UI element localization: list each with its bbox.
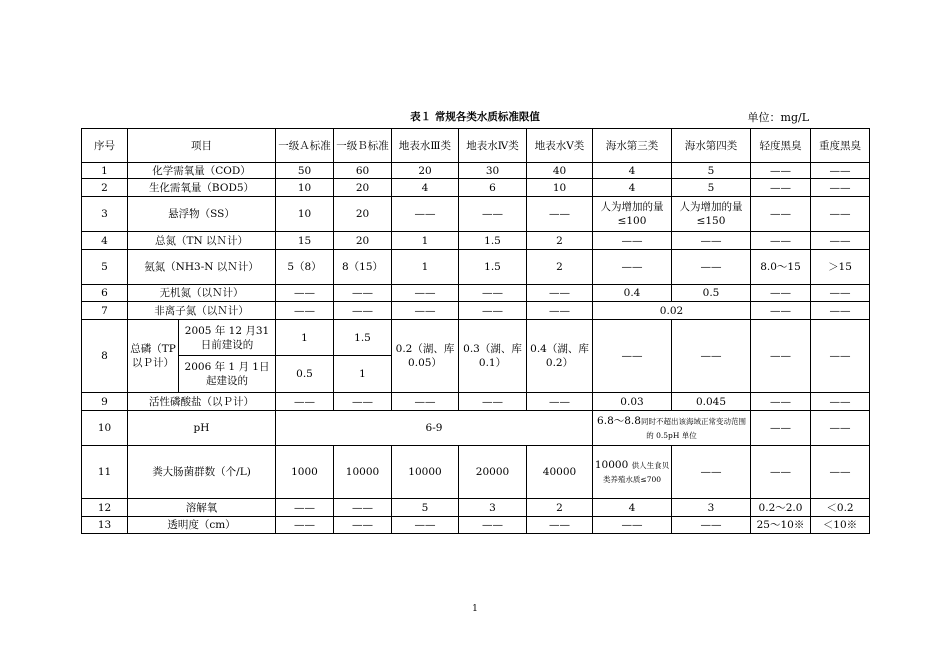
cell: 4 [593, 163, 672, 179]
header-cell: 地表水Ⅳ类 [459, 129, 527, 163]
cell: —— [672, 320, 751, 393]
cell: —— [593, 250, 672, 285]
cell: —— [751, 179, 811, 197]
cell: —— [276, 393, 334, 411]
cell: 6 [82, 285, 128, 302]
cell: 氨氮（NH3-N 以Ｎ计） [128, 250, 276, 285]
cell: pH [128, 411, 276, 446]
cell: —— [276, 499, 334, 517]
table-row [82, 232, 870, 250]
cell [593, 446, 672, 499]
header-cell: 轻度黑臭 [751, 129, 811, 163]
cell: —— [334, 517, 392, 534]
cell: 生化需氧量（BOD5） [128, 179, 276, 197]
cell: 1 [334, 356, 392, 393]
cell: 5 [672, 163, 751, 179]
merged-cell: 0.02 [593, 302, 751, 320]
cell: 5（8） [276, 250, 334, 285]
cell: 2006 年 1 月 1日起建设的 [179, 356, 276, 393]
cell: ＜0.2 [811, 499, 870, 517]
cell: —— [276, 517, 334, 534]
cell: 3 [82, 197, 128, 232]
cell: 0.4 [593, 285, 672, 302]
cell: —— [593, 517, 672, 534]
cell: 8 [82, 320, 128, 393]
cell: 总磷（TP 以Ｐ计） [128, 320, 179, 393]
cell: 8（15） [334, 250, 392, 285]
cell: 溶解氧 [128, 499, 276, 517]
table-row [82, 285, 870, 302]
cell: —— [527, 393, 593, 411]
header-cell: 重度黑臭 [811, 129, 870, 163]
cell: 10 [527, 179, 593, 197]
table-row [82, 250, 870, 285]
cell: 1 [392, 232, 459, 250]
cell: ＞15 [811, 250, 870, 285]
cell: 人为增加的量≤150 [672, 197, 751, 232]
cell: 2005 年 12 月31 日前建设的 [179, 320, 276, 356]
cell: —— [811, 163, 870, 179]
cell: 15 [276, 232, 334, 250]
cell: —— [334, 302, 392, 320]
cell [593, 411, 751, 446]
cell: —— [751, 320, 811, 393]
cell: —— [392, 393, 459, 411]
cell: 20 [334, 197, 392, 232]
cell: 2 [82, 179, 128, 197]
cell: 0.2（湖、库0.05） [392, 320, 459, 393]
cell: —— [811, 446, 870, 499]
header-cell: 地表水Ⅲ类 [392, 129, 459, 163]
cell: —— [751, 163, 811, 179]
cell: —— [672, 446, 751, 499]
cell: 60 [334, 163, 392, 179]
cell: 30 [459, 163, 527, 179]
coliform-note: 供人生食贝类养殖水质≤700 [602, 461, 670, 484]
table-row [82, 197, 870, 232]
cell: 4 [593, 499, 672, 517]
cell: —— [811, 302, 870, 320]
cell: 3 [672, 499, 751, 517]
cell: 1.5 [459, 232, 527, 250]
cell: —— [672, 517, 751, 534]
cell: 0.03 [593, 393, 672, 411]
cell: 无机氮（以Ｎ计） [128, 285, 276, 302]
merged-cell: 6-9 [276, 411, 593, 446]
cell: —— [459, 517, 527, 534]
cell: —— [751, 302, 811, 320]
header-cell: 一级Ｂ标准 [334, 129, 392, 163]
cell: 10 [82, 411, 128, 446]
cell: 7 [82, 302, 128, 320]
cell: 1000 [276, 446, 334, 499]
header-cell: 序号 [82, 129, 128, 163]
cell: 0.5 [672, 285, 751, 302]
cell: —— [811, 411, 870, 446]
cell: —— [751, 446, 811, 499]
cell: 6 [459, 179, 527, 197]
cell: 2 [527, 250, 593, 285]
cell: —— [593, 232, 672, 250]
cell: 5 [392, 499, 459, 517]
cell: —— [751, 411, 811, 446]
table-row [82, 517, 870, 534]
cell: 人为增加的量≤100 [593, 197, 672, 232]
header-cell: 地表水Ⅴ类 [527, 129, 593, 163]
cell: 非离子氮（以Ｎ计） [128, 302, 276, 320]
cell: 20 [392, 163, 459, 179]
cell: —— [811, 320, 870, 393]
cell: 1 [276, 320, 334, 356]
cell: —— [334, 393, 392, 411]
cell: 40 [527, 163, 593, 179]
cell: 5 [82, 250, 128, 285]
cell: 40000 [527, 446, 593, 499]
ph-note: 同时不超出该海域正常变动范围的 0.5pH 单位 [640, 417, 746, 440]
cell: 0.3（湖、库0.1） [459, 320, 527, 393]
cell: 10000 [334, 446, 392, 499]
cell: 1.5 [334, 320, 392, 356]
cell: 0.5 [276, 356, 334, 393]
table-row [82, 302, 870, 320]
cell: 12 [82, 499, 128, 517]
cell: 10 [276, 197, 334, 232]
cell: 20 [334, 232, 392, 250]
cell: —— [811, 232, 870, 250]
table-row [82, 320, 870, 356]
table-row [82, 411, 870, 446]
cell: —— [392, 517, 459, 534]
cell: —— [527, 285, 593, 302]
cell: —— [811, 285, 870, 302]
cell: —— [811, 179, 870, 197]
table-row [82, 446, 870, 499]
cell: ＜10※ [811, 517, 870, 534]
cell: 50 [276, 163, 334, 179]
header-cell: 项目 [128, 129, 276, 163]
cell: 0.045 [672, 393, 751, 411]
cell: 4 [82, 232, 128, 250]
header-cell: 海水第三类 [593, 129, 672, 163]
cell: 2 [527, 232, 593, 250]
cell: 悬浮物（SS） [128, 197, 276, 232]
cell: —— [672, 232, 751, 250]
cell: —— [527, 302, 593, 320]
page-number: 1 [472, 604, 478, 614]
table-row [82, 393, 870, 411]
header-cell: 一级Ａ标准 [276, 129, 334, 163]
cell: 总氮（TN 以Ｎ计） [128, 232, 276, 250]
cell: —— [459, 197, 527, 232]
cell: —— [392, 302, 459, 320]
ph-range: 6.8～8.8 [597, 415, 641, 427]
cell: 活性磷酸盐（以Ｐ计） [128, 393, 276, 411]
cell: —— [276, 302, 334, 320]
cell: —— [811, 197, 870, 232]
cell: —— [593, 320, 672, 393]
water-quality-standards-table [81, 128, 870, 534]
cell: 13 [82, 517, 128, 534]
cell: —— [751, 232, 811, 250]
cell: 25～10※ [751, 517, 811, 534]
cell: —— [459, 285, 527, 302]
table-row [82, 179, 870, 197]
cell: —— [527, 517, 593, 534]
cell: 11 [82, 446, 128, 499]
cell: 2 [527, 499, 593, 517]
cell: 5 [672, 179, 751, 197]
cell: —— [334, 285, 392, 302]
table-caption [81, 109, 869, 127]
cell: 20 [334, 179, 392, 197]
cell: —— [751, 393, 811, 411]
cell: 透明度（cm） [128, 517, 276, 534]
cell: 0.2～2.0 [751, 499, 811, 517]
table-row [82, 163, 870, 179]
cell: —— [811, 393, 870, 411]
header-row [82, 129, 870, 163]
table-title: 表１ 常规各类水质标准限值 [410, 111, 540, 123]
cell: 1 [392, 250, 459, 285]
cell: —— [751, 285, 811, 302]
cell: —— [459, 302, 527, 320]
cell: —— [276, 285, 334, 302]
cell: —— [751, 197, 811, 232]
cell: 10000 [392, 446, 459, 499]
cell: 1.5 [459, 250, 527, 285]
cell: —— [392, 197, 459, 232]
unit-label: 单位：mg/L [747, 111, 809, 124]
cell: 4 [593, 179, 672, 197]
cell: 9 [82, 393, 128, 411]
cell: —— [334, 499, 392, 517]
cell: 1 [82, 163, 128, 179]
cell: 20000 [459, 446, 527, 499]
table-row [82, 499, 870, 517]
cell: 0.4（湖、库0.2） [527, 320, 593, 393]
cell: 8.0～15 [751, 250, 811, 285]
cell: 10 [276, 179, 334, 197]
cell: —— [527, 197, 593, 232]
cell: —— [392, 285, 459, 302]
cell: 粪大肠菌群数（个/L) [128, 446, 276, 499]
cell: 化学需氧量（COD） [128, 163, 276, 179]
header-cell: 海水第四类 [672, 129, 751, 163]
coliform-value: 10000 [594, 459, 629, 471]
cell: 3 [459, 499, 527, 517]
cell: 4 [392, 179, 459, 197]
cell: —— [459, 393, 527, 411]
cell: —— [672, 250, 751, 285]
